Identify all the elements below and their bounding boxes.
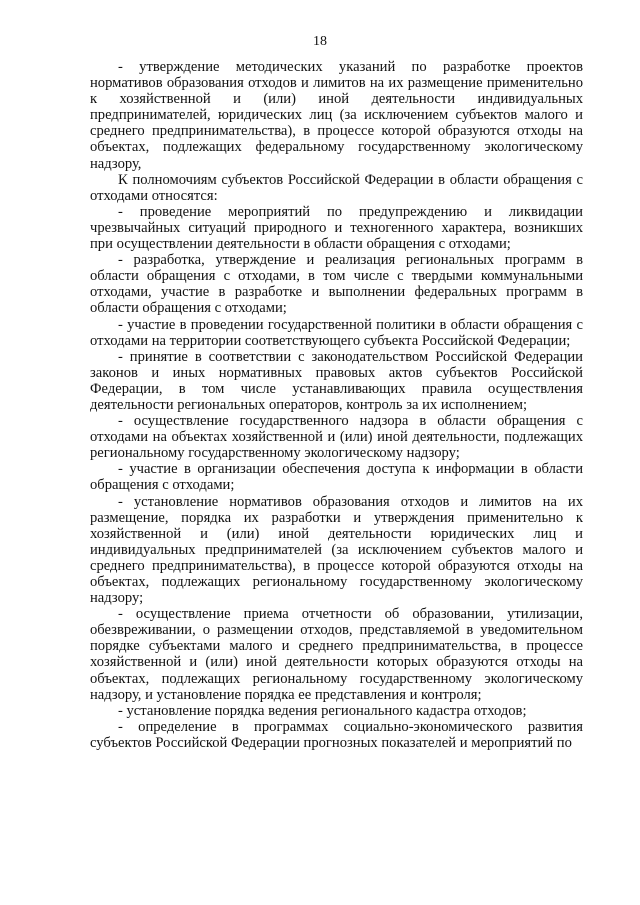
list-item-information-access: - участие в организации обеспечения доступа к информации в области обращения с отходами;: [90, 461, 583, 494]
list-item-laws-adoption: - принятие в соответствии с законодательством Российской Федерации законов и иных нормативных правовых актов субъектов Российской Федерации, в том числе устанавливающих правила осуществления деятельности региональных операторов, контроль за их исполнением;: [90, 348, 583, 413]
list-item-regional-programs: - разработка, утверждение и реализация региональных программ в области обращения с отходами, в том числе с твердыми коммунальными отходами, участие в разработке и выполнении федеральных программ в области обращения с отходами;: [90, 252, 583, 317]
paragraph-methodical-guidelines: - утверждение методических указаний по разработке проектов нормативов образования отходов и лимитов на их размещение применительно к хозяйственной и (или) иной деятельности индивидуальных предпринимателей, юридических лиц (за исключением субъектов малого и среднего предпринимательства), в процессе которой образуются отходы на объектах, подлежащих федеральному государственному экологическому надзору,: [90, 59, 583, 172]
list-item-waste-standards: - установление нормативов образования отходов и лимитов на их размещение, порядка их разработки и утверждения применительно к хозяйственной и (или) иной деятельности юридических лиц и индивидуальных предпринимателей (за исключением субъектов малого и среднего предпринимательства), в процессе которой образуются отходы на объектах, подлежащих региональному государственному экологическому надзору;: [90, 493, 583, 607]
list-item-regional-cadastre: - установление порядка ведения регионального кадастра отходов;: [118, 702, 527, 719]
page-number: 18: [313, 34, 327, 49]
document-body: [90, 59, 583, 751]
list-item-emergency-measures: - проведение мероприятий по предупреждению и ликвидации чрезвычайных ситуаций природного и техногенного характера, возникших при осуществлении деятельности в области обращения с отходами;: [90, 203, 583, 253]
list-item-reporting: - осуществление приема отчетности об образовании, утилизации, обезвреживании, о размещении отходов, представляемой в уведомительном порядке субъектами малого и среднего предпринимательства, в процессе хозяйственной и (или) иной деятельности которых образуются отходы на объектах, подлежащих региональному государственному экологическому надзору, и установление порядка ее представления и контроля;: [90, 606, 583, 703]
list-item-state-policy: - участие в проведении государственной политики в области обращения с отходами на территории соответствующего субъекта Российской Федерации;: [90, 316, 583, 349]
list-item-state-supervision: - осуществление государственного надзора в области обращения с отходами на объектах хозяйственной и (или) иной деятельности, подлежащих региональному государственному экологическому надзору;: [90, 413, 583, 462]
paragraph-subjects-powers-intro: К полномочиям субъектов Российской Федерации в области обращения с отходами относятся:: [90, 171, 583, 204]
list-item-development-programs: - определение в программах социально-экономического развития субъектов Российской Федерации прогнозных показателей и мероприятий по: [90, 718, 583, 751]
